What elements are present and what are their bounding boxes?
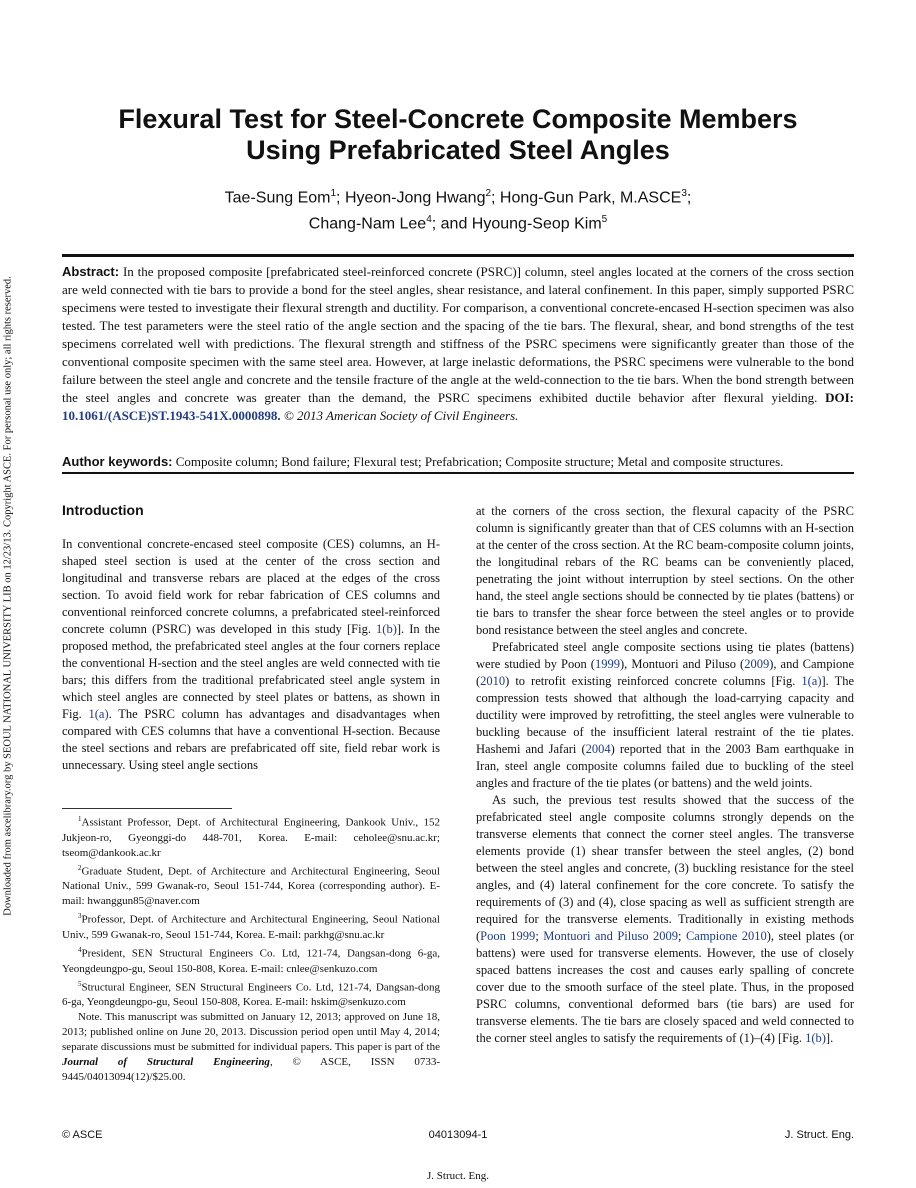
footnote-marker: 3 xyxy=(78,912,82,921)
author-separator: ; xyxy=(491,189,500,207)
footnote-1 xyxy=(62,812,440,861)
author-1-affil: 1 xyxy=(330,188,337,199)
page-number: 04013094-1 xyxy=(428,1129,488,1141)
download-notice-text: Downloaded from ascelibrary.org by SEOUL NATIONAL UNIVERSITY LIB on 12/23/13. Copyright ASCE. For personal use only; all rights reserved. xyxy=(2,276,14,916)
keywords-label: Author keywords: xyxy=(62,454,173,469)
footnote-text: Structural Engineer, SEN Structural Engineers Co. Ltd, 121-74, Dangsan-dong 6-ga, Yeongdeungpo-gu, Seoul 150-808, Korea. E-mail: hskim@senkuzo.com xyxy=(62,981,440,1009)
doi-label: DOI: xyxy=(825,390,855,405)
footnote-marker: 4 xyxy=(78,945,82,954)
abstract-label: Abstract: xyxy=(62,264,120,279)
citation-link[interactable]: 2010 xyxy=(480,674,506,688)
author-5-affil: 5 xyxy=(601,214,608,226)
title-line-1: Flexural Test for Steel-Concrete Composite Members xyxy=(118,104,798,134)
citation-link[interactable]: 2004 xyxy=(585,742,611,756)
footnotes xyxy=(62,812,440,1085)
author-2-affil: 2 xyxy=(485,188,492,199)
section-heading-introduction: Introduction xyxy=(62,502,144,518)
citation-link[interactable]: 2009 xyxy=(744,657,770,671)
citation-link[interactable]: 1999 xyxy=(594,657,620,671)
journal-name: Journal of Structural Engineering xyxy=(62,1056,270,1069)
paper-title xyxy=(62,104,854,166)
paragraph-text: ), steel plates (or battens) were used for transverse elements. However, the use of closely spaced battens increases the cost and causes early spalling of concrete cover due to the smooth surface of the steel plate. Thus, in the proposed PSRC columns, conventional deformed bars (tie bars) are used for transverse elements. The tie bars are closely spaced and weld connected to the corner steel angles to satisfy the requirements of (1)–(4) [Fig. xyxy=(476,929,854,1045)
paragraph-text: ) reported that in the 2003 Bam earthquake in Iran, steel angle composite columns failed due to buckling of the steel angles and fracture of the tie plates (or battens) and the weld joints. xyxy=(476,742,854,790)
paragraph-text: ; xyxy=(535,929,544,943)
intro-paragraph-1-continued: at the corners of the cross section, the flexural capacity of the PSRC column is significantly greater than that of CES columns with an H-section at the center of the cross section. At the RC beam-composite column joints, the longitudinal rebars of the RC beams can be conveniently placed, penetrating the joint without interruption by steel sections. On the other hand, the steel angle sections should be connected by tie plates (battens) or tie bars to transfer the shear force between the steel angles or to provide bond resistance between the steel angles and concrete. xyxy=(476,504,854,637)
paragraph-text: ), Montuori and Piluso ( xyxy=(619,657,745,671)
right-column xyxy=(476,503,854,1047)
author-5: Hyoung-Seop Kim xyxy=(471,215,602,233)
footnote-text: President, SEN Structural Engineers Co. Ltd, 121-74, Dangsan-dong 6-ga, Yeongdeungpo-gu, Seoul 150-808, Korea. E-mail: cnlee@senkuzo.com xyxy=(62,947,440,975)
paragraph-text: ]. In the proposed method, the prefabricated steel angles at the four corners replace the conventional H-section and the steel angles are weld connected with tie bars; this differs from the traditional prefabricated steel angle system in which steel angles are connected by steel plates or battens, as shown in Fig. xyxy=(62,622,440,721)
author-list xyxy=(62,183,854,236)
header-rule xyxy=(62,254,854,257)
figure-link[interactable]: 1(b) xyxy=(376,622,397,636)
figure-link[interactable]: 1(a) xyxy=(88,707,109,721)
footnote-text: Professor, Dept. of Architecture and Architectural Engineering, Seoul National Univ., 599 Gwanak-ro, Seoul 151-744, Korea. E-mail: parkhg@snu.ac.kr xyxy=(62,913,440,941)
author-3: Hong-Gun Park, M.ASCE xyxy=(499,189,682,207)
footnote-3 xyxy=(62,909,440,943)
author-separator: ; xyxy=(336,189,345,207)
author-3-affil: 3 xyxy=(681,188,687,199)
title-line-2: Using Prefabricated Steel Angles xyxy=(246,135,670,165)
footnote-rule xyxy=(62,808,232,809)
manuscript-note xyxy=(62,1010,440,1085)
footer-copyright: © ASCE xyxy=(62,1129,103,1141)
intro-paragraph-2 xyxy=(476,639,854,792)
paragraph-text: ]. The compression tests showed that although the load-carrying capacity and ductility were improved by retrofitting, the steel angles were vulnerable to buckling because of the insufficient lateral restraint of the tie plates. Hashemi and Jafari ( xyxy=(476,674,854,756)
author-separator: ; and xyxy=(431,215,472,233)
paragraph-text: ) to retrofit existing reinforced concrete columns [Fig. xyxy=(505,674,802,688)
footnote-marker: 1 xyxy=(78,815,82,823)
footnote-5 xyxy=(62,977,440,1011)
paragraph-text: In conventional concrete-encased steel composite (CES) columns, an H-shaped steel section is used at the center of the cross section and longitudinal and transverse rebars are placed at the edges of the cross section. To avoid field work for rebar fabrication of CES columns and conventional reinforced concrete columns, a prefabricated steel-reinforced concrete column (PSRC) was developed in this study [Fig. xyxy=(62,537,440,636)
intro-paragraph-3 xyxy=(476,792,854,1047)
figure-link[interactable]: 1(a) xyxy=(801,674,822,688)
paragraph-text: ]. xyxy=(825,1031,834,1045)
note-text: , © ASCE, ISSN 0733-9445/04013094(12)/$25.00. xyxy=(62,1056,440,1084)
figure-link[interactable]: 1(b) xyxy=(805,1031,826,1045)
intro-paragraph-1 xyxy=(62,536,440,774)
author-1: Tae-Sung Eom xyxy=(224,189,331,207)
citation-link[interactable]: Montuori and Piluso 2009 xyxy=(543,929,679,943)
footnote-text: Graduate Student, Dept. of Architecture and Architectural Engineering, Seoul National Univ., 599 Gwanak-ro, Seoul 151-744, Korea (corresponding author). E-mail: hwanggun85@naver.com xyxy=(62,865,440,908)
paragraph-text: As such, the previous test results showed that the success of the prefabricated steel angle composite columns strongly depends on the transverse elements that connect the corner steel angles. The transverse elements provide (1) shear transfer between the steel angles, (2) bond between the steel angles and concrete, (3) buckling resistance for the steel angles, and (4) lateral confinement for the core concrete. To satisfy the requirements of (3) and (4), close spacing as well as sufficient strength are required for the transverse elements. Traditionally in existing methods ( xyxy=(476,793,854,943)
author-4: Chang-Nam Lee xyxy=(308,215,427,233)
footnote-2 xyxy=(62,861,440,910)
author-4-affil: 4 xyxy=(426,214,432,226)
left-column xyxy=(62,500,440,774)
paragraph-text: ), and Campione ( xyxy=(476,657,855,688)
download-notice xyxy=(0,228,16,964)
author-separator: ; xyxy=(686,189,692,207)
note-text: Note. This manuscript was submitted on January 12, 2013; approved on June 18, 2013; published online on June 20, 2013. Discussion period open until May 4, 2014; separate discussions must be submitted for individual papers. This paper is part of the xyxy=(62,1011,440,1054)
keywords-text: Composite column; Bond failure; Flexural test; Prefabrication; Composite structure; Metal and composite structures. xyxy=(175,454,784,469)
paragraph-text: Prefabricated steel angle composite sections using tie plates (battens) were studied by Poon ( xyxy=(476,640,854,671)
doi-link[interactable]: 10.1061/(ASCE)ST.1943-541X.0000898. xyxy=(62,408,281,423)
author-keywords xyxy=(62,453,854,471)
paragraph-text: ; xyxy=(678,929,686,943)
copyright-notice: © 2013 American Society of Civil Engineers. xyxy=(283,408,519,423)
footnote-4 xyxy=(62,943,440,977)
bottom-journal-label: J. Struct. Eng. xyxy=(426,1170,490,1182)
footnote-marker: 5 xyxy=(78,979,82,988)
citation-link[interactable]: Poon 1999 xyxy=(480,929,536,943)
abstract-text: In the proposed composite [prefabricated steel-reinforced concrete (PSRC)] column, steel angles located at the corners of the cross section are weld connected with tie bars to provide a bond for the steel angles, shear resistance, and lateral confinement. In this paper, simply supported PSRC specimens were tested to investigate their flexural strength and ductility. For comparison, a conventional concrete-encased H-section specimen was also tested. The test parameters were the steel ratio of the angle section and the spacing of the tie bars. The flexural, shear, and bond strengths of the test specimens correlated well with predictions. The flexural strength and stiffness of the PSRC specimens were significantly greater than those of the conventional composite specimen with the same steel area. However, at large inelastic deformations, the PSRC specimens were vulnerable to the bond failure between the steel angle and concrete and the tensile fracture of the angle at the weld-connection to the tie bars. When the bond strength between the steel angles and concrete was greater than the demand, the PSRC specimens exhibited ductile behavior after flexural yielding. xyxy=(62,264,854,405)
author-2: Hyeon-Jong Hwang xyxy=(344,189,486,207)
abstract xyxy=(62,263,854,425)
citation-link[interactable]: Campione 2010 xyxy=(685,929,767,943)
footer-journal: J. Struct. Eng. xyxy=(784,1129,854,1141)
footnote-marker: 2 xyxy=(78,863,82,872)
keywords-rule xyxy=(62,472,854,474)
footnote-text: Assistant Professor, Dept. of Architectural Engineering, Dankook Univ., 152 Jukjeon-ro, Gyeonggi-do 448-701, Korea. E-mail: ceholee@snu.ac.kr; tseom@dankook.ac.kr xyxy=(62,816,440,859)
paragraph-text: . The PSRC column has advantages and disadvantages when compared with CES columns that have a conventional H-section. Because the steel sections and rebars are prefabricated off site, field rebar work is unnecessary. Using steel angle sections xyxy=(62,707,440,772)
